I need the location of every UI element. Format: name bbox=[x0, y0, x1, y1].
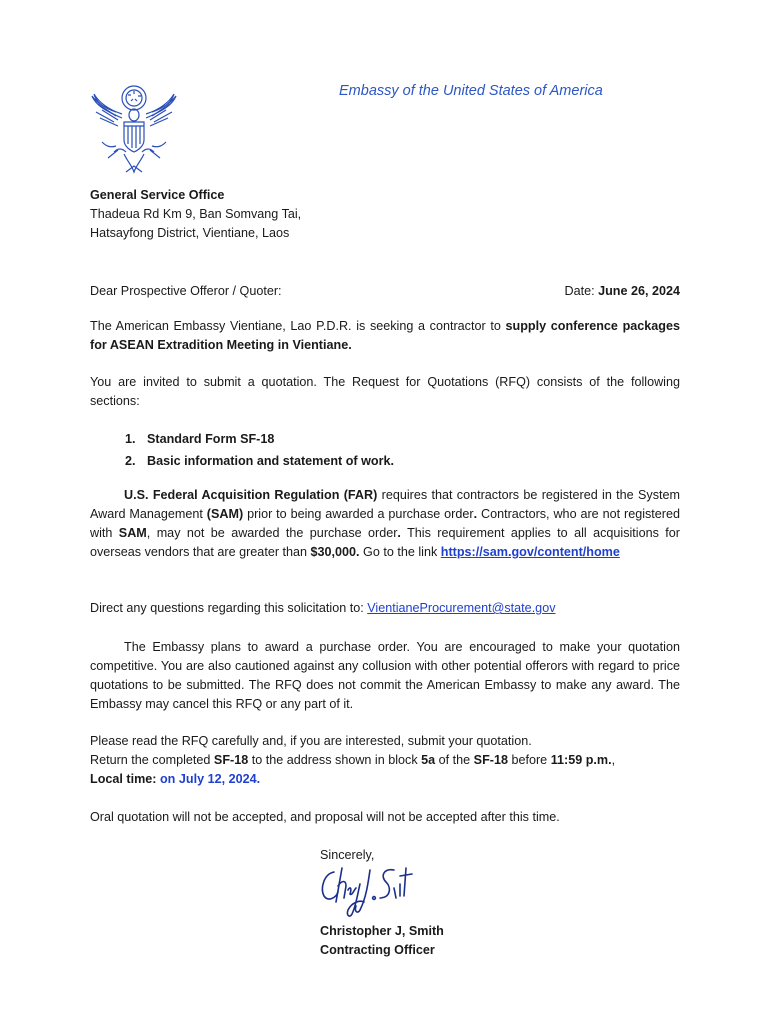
instructions-text: of the bbox=[435, 753, 474, 767]
deadline-time: 11:59 p.m. bbox=[550, 753, 612, 767]
us-great-seal-icon bbox=[88, 82, 180, 178]
address-line-2: Hatsayfong District, Vientiane, Laos bbox=[90, 226, 290, 240]
embassy-title: Embassy of the United States of America bbox=[339, 83, 603, 99]
questions-paragraph bbox=[90, 599, 680, 618]
salutation: Dear Prospective Offeror / Quoter: bbox=[90, 284, 282, 298]
far-text: Go to the link bbox=[359, 545, 441, 559]
office-name: General Service Office bbox=[90, 188, 225, 202]
closing: Sincerely, bbox=[320, 848, 375, 862]
instructions-text: before bbox=[507, 753, 551, 767]
sam-bold: SAM bbox=[118, 526, 147, 540]
list-item bbox=[125, 450, 394, 472]
invitation-paragraph: You are invited to submit a quotation. The Request for Quotations (RFQ) consists of the following sections: bbox=[90, 375, 680, 408]
list-label: Basic information and statement of work. bbox=[147, 454, 395, 468]
sam-bold: (SAM) bbox=[206, 507, 244, 521]
date-value: June 26, 2024 bbox=[598, 284, 680, 298]
list-label: Standard Form SF-18 bbox=[147, 432, 275, 446]
far-bold: . bbox=[473, 507, 478, 521]
address-line-1: Thadeua Rd Km 9, Ban Somvang Tai, bbox=[90, 207, 302, 221]
intro-text: The American Embassy Vientiane, Lao P.D.R. is seeking a contractor to bbox=[90, 319, 506, 333]
sender-address bbox=[90, 186, 301, 243]
far-text: , may not be awarded the purchase order bbox=[146, 526, 398, 540]
award-text: The Embassy plans to award a purchase order. You are encouraged to make your quotation competitive. You are also cautioned against any collusion with other potential offerors with regard to price quotations to be submitted. The RFQ does not commit the American Embassy to make any award. The Embassy may cancel this RFQ or any part of it. bbox=[90, 640, 680, 711]
instructions-text: to the address shown in block bbox=[248, 753, 422, 767]
block-number: 5a bbox=[421, 753, 436, 767]
sam-link[interactable]: https://sam.gov/content/home bbox=[440, 545, 620, 559]
far-text: Contractors, who are not registered with bbox=[90, 507, 680, 540]
deadline-date: on July 12, 2024. bbox=[159, 772, 261, 786]
signatory-title: Contracting Officer bbox=[320, 943, 435, 957]
far-paragraph bbox=[90, 486, 680, 562]
date-label: Date: bbox=[564, 284, 599, 298]
letter-date bbox=[564, 282, 680, 301]
signatory-name: Christopher J, Smith bbox=[320, 924, 444, 938]
form-name: SF-18 bbox=[473, 753, 508, 767]
instructions-text: , bbox=[611, 753, 616, 767]
signatory bbox=[320, 922, 444, 960]
list-number: 2. bbox=[125, 454, 136, 468]
far-bold: U.S. Federal Acquisition Regulation (FAR) bbox=[124, 488, 378, 502]
instructions-text: Return the completed bbox=[90, 753, 214, 767]
far-bold: . bbox=[397, 526, 401, 540]
rfq-sections-list bbox=[125, 428, 394, 472]
far-text: requires that contractors be registered in the System Award Management bbox=[90, 488, 680, 521]
form-name: SF-18 bbox=[213, 753, 249, 767]
list-number: 1. bbox=[125, 432, 136, 446]
local-time-label: Local time: bbox=[90, 772, 157, 786]
intro-paragraph bbox=[90, 317, 680, 355]
award-paragraph bbox=[90, 638, 680, 714]
intro-subject: supply conference packages for ASEAN Extradition Meeting in Vientiane. bbox=[90, 319, 681, 352]
procurement-email-link[interactable]: VientianeProcurement@state.gov bbox=[367, 601, 556, 615]
list-item bbox=[125, 428, 394, 450]
far-text: This requirement applies to all acquisitions for overseas vendors that are greater than bbox=[90, 526, 680, 559]
greeting-row bbox=[90, 282, 680, 301]
far-text: prior to being awarded a purchase order bbox=[243, 507, 474, 521]
oral-quotation-paragraph: Oral quotation will not be accepted, and proposal will not be accepted after this time. bbox=[90, 810, 560, 824]
instructions-line: Please read the RFQ carefully and, if you are interested, submit your quotation. bbox=[90, 734, 532, 748]
handwritten-signature-icon bbox=[316, 862, 420, 922]
instructions-paragraph bbox=[90, 732, 680, 789]
threshold-amount: $30,000. bbox=[310, 545, 360, 559]
questions-text: Direct any questions regarding this solicitation to: bbox=[90, 601, 368, 615]
